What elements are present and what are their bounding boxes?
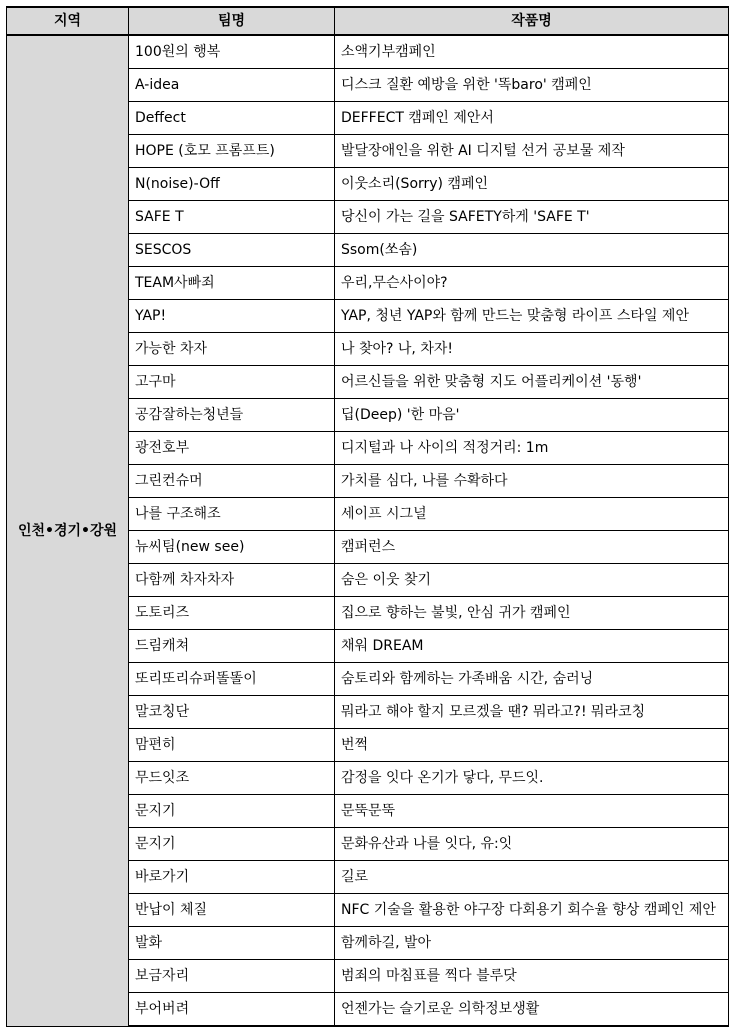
work-title-cell: 뭐라고 해야 할지 모르겠을 땐? 뭐라고?! 뭐라코칭: [335, 696, 729, 729]
work-title-cell: 어르신들을 위한 맞춤형 지도 어플리케이션 '동행': [335, 366, 729, 399]
work-title-cell: 가치를 심다, 나를 수확하다: [335, 465, 729, 498]
team-name-cell: 100원의 행복: [129, 35, 335, 69]
work-title-cell: NFC 기술을 활용한 야구장 다회용기 회수율 향상 캠페인 제안: [335, 894, 729, 927]
work-title-cell: 디스크 질환 예방을 위한 '똑baro' 캠페인: [335, 69, 729, 102]
work-title-cell: 우리,무슨사이야?: [335, 267, 729, 300]
team-name-cell: 또리또리슈퍼똘똘이: [129, 663, 335, 696]
team-name-cell: 말코칭단: [129, 696, 335, 729]
team-name-cell: 부어버려: [129, 993, 335, 1027]
team-name-cell: 드림캐쳐: [129, 630, 335, 663]
team-name-cell: SAFE T: [129, 201, 335, 234]
team-name-cell: 반납이 체질: [129, 894, 335, 927]
team-name-cell: 맘편히: [129, 729, 335, 762]
team-name-cell: 발화: [129, 927, 335, 960]
team-name-cell: 문지기: [129, 828, 335, 861]
work-title-cell: 집으로 향하는 불빛, 안심 귀가 캠페인: [335, 597, 729, 630]
work-title-cell: 언젠가는 슬기로운 의학정보생활: [335, 993, 729, 1027]
column-header-region: 지역: [7, 7, 129, 35]
work-title-cell: 번쩍: [335, 729, 729, 762]
team-name-cell: 도토리즈: [129, 597, 335, 630]
work-title-cell: 채워 DREAM: [335, 630, 729, 663]
work-title-cell: 숨은 이웃 찾기: [335, 564, 729, 597]
work-title-cell: 캠퍼런스: [335, 531, 729, 564]
work-title-cell: 당신이 가는 길을 SAFETY하게 'SAFE T': [335, 201, 729, 234]
team-name-cell: 뉴씨팀(new see): [129, 531, 335, 564]
team-name-cell: 고구마: [129, 366, 335, 399]
work-title-cell: 세이프 시그널: [335, 498, 729, 531]
team-name-cell: 바로가기: [129, 861, 335, 894]
work-title-cell: 딥(Deep) '한 마음': [335, 399, 729, 432]
team-name-cell: TEAM사빠죄: [129, 267, 335, 300]
work-title-cell: 길로: [335, 861, 729, 894]
team-name-cell: SESCOS: [129, 234, 335, 267]
team-name-cell: 그린컨슈머: [129, 465, 335, 498]
table-header-row: [7, 7, 729, 35]
team-name-cell: N(noise)-Off: [129, 168, 335, 201]
team-name-cell: 보금자리: [129, 960, 335, 993]
work-title-cell: Ssom(쏘솜): [335, 234, 729, 267]
work-title-cell: 감정을 잇다 온기가 닿다, 무드잇.: [335, 762, 729, 795]
team-name-cell: 문지기: [129, 795, 335, 828]
table-body: [7, 35, 729, 1026]
work-title-cell: 발달장애인을 위한 AI 디지털 선거 공보물 제작: [335, 135, 729, 168]
work-title-cell: 문화유산과 나를 잇다, 유:잇: [335, 828, 729, 861]
work-title-cell: YAP, 청년 YAP와 함께 만드는 맞춤형 라이프 스타일 제안: [335, 300, 729, 333]
team-name-cell: Deffect: [129, 102, 335, 135]
team-name-cell: HOPE (호모 프롬프트): [129, 135, 335, 168]
work-title-cell: 범죄의 마침표를 찍다 블루닷: [335, 960, 729, 993]
team-name-cell: 공감잘하는청년들: [129, 399, 335, 432]
team-name-cell: 가능한 차자: [129, 333, 335, 366]
work-title-cell: 함께하길, 발아: [335, 927, 729, 960]
work-title-cell: 나 찾아? 나, 차자!: [335, 333, 729, 366]
work-title-cell: DEFFECT 캠페인 제안서: [335, 102, 729, 135]
region-cell: 인천•경기•강원: [7, 35, 129, 1026]
work-title-cell: 소액기부캠페인: [335, 35, 729, 69]
team-name-cell: YAP!: [129, 300, 335, 333]
team-name-cell: 광전호부: [129, 432, 335, 465]
team-name-cell: A-idea: [129, 69, 335, 102]
award-list-table: [6, 6, 729, 1027]
table-row: [7, 35, 729, 69]
team-name-cell: 무드잇조: [129, 762, 335, 795]
work-title-cell: 숨토리와 함께하는 가족배움 시간, 숨러닝: [335, 663, 729, 696]
work-title-cell: 디지털과 나 사이의 적정거리: 1m: [335, 432, 729, 465]
column-header-team: 팀명: [129, 7, 335, 35]
work-title-cell: 이웃소리(Sorry) 캠페인: [335, 168, 729, 201]
column-header-work: 작품명: [335, 7, 729, 35]
work-title-cell: 문뚝문뚝: [335, 795, 729, 828]
team-name-cell: 나를 구조해조: [129, 498, 335, 531]
team-name-cell: 다함께 차자차자: [129, 564, 335, 597]
